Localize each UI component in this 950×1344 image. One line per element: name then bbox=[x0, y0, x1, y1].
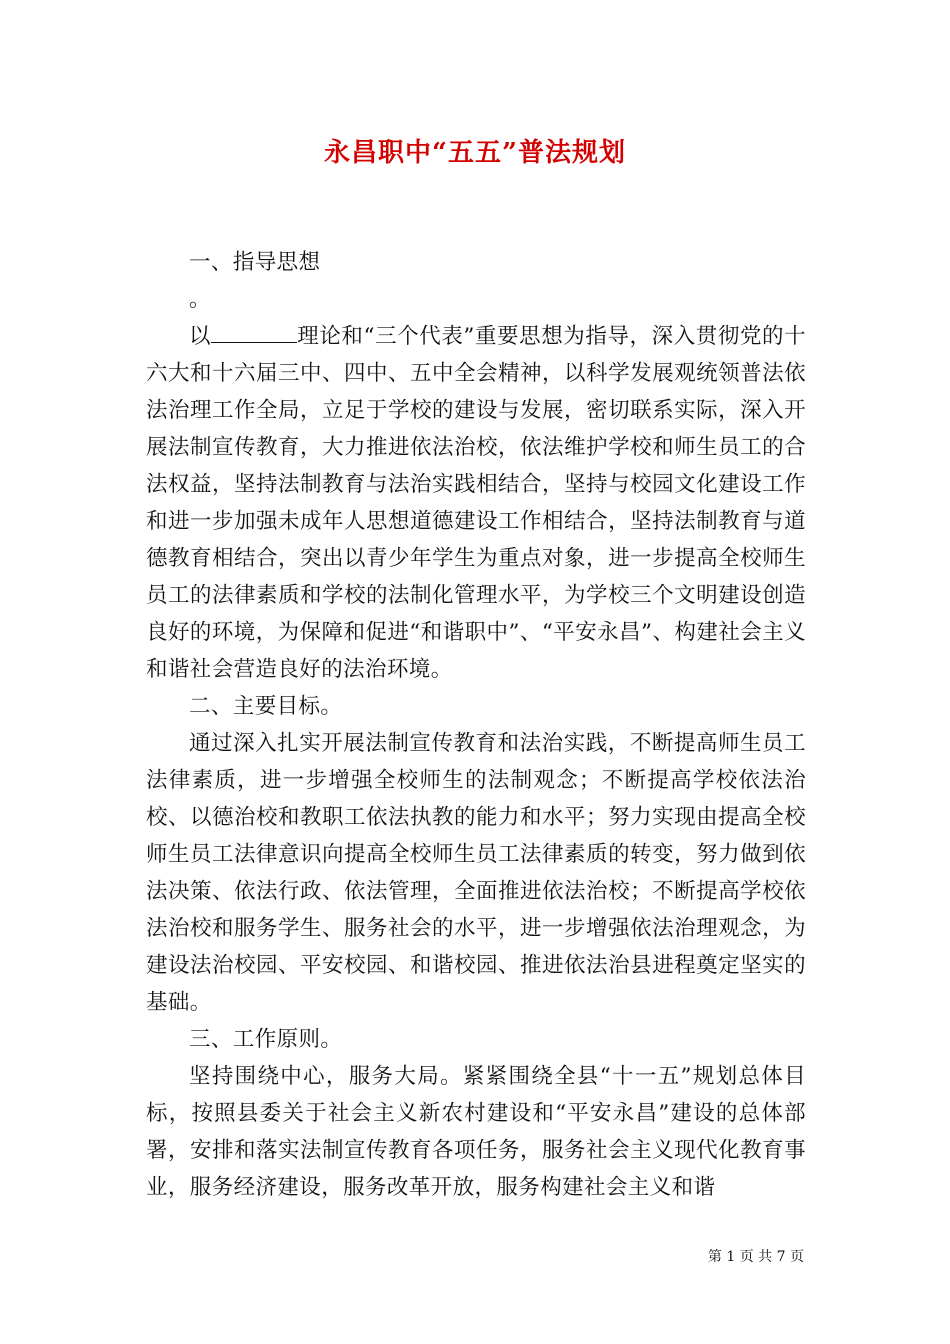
paragraph-main-goals: 通过深入扎实开展法制宣传教育和法治实践，不断提高师生员工法律素质，进一步增强全校师生的法制观念；不断提高学校依法治校、以德治校和教职工依法执教的能力和水平；努力实现由提高全校师生员工法律意识向提高全校师生员工法律素质的转变，努力做到依法决策、依法行政、依法管理，全面推进依法治校；不断提高学校依法治校和服务学生、服务社会的水平，进一步增强依法治理观念，为建设法治校园、平安校园、和谐校园、推进依法治县进程奠定坚实的基础。 bbox=[146, 731, 806, 1015]
stray-period: 。 bbox=[189, 287, 211, 312]
paragraph-work-principles: 坚持围绕中心，服务大局。紧紧围绕全县“十一五”规划总体目标，按照县委关于社会主义新农村建设和“平安永昌”建设的总体部署，安排和落实法制宣传教育各项任务，服务社会主义现代化教育事业，服务经济建设，服务改革开放，服务构建社会主义和谐 bbox=[146, 1064, 806, 1200]
paragraph-rest: 理论和“三个代表”重要思想为指导，深入贯彻党的十六大和十六届三中、四中、五中全会精神，以科学发展观统领普法依法治理工作全局，立足于学校的建设与发展，密切联系实际，深入开展法制宣传教育，大力推进依法治校，依法维护学校和师生员工的合法权益，坚持法制教育与法治实践相结合，坚持与校园文化建设工作和进一步加强未成年人思想道德建设工作相结合，坚持法制教育与道德教育相结合，突出以青少年学生为重点对象，进一步提高全校师生员工的法律素质和学校的法制化管理水平，为学校三个文明建设创造良好的环境，为保障和促进“和谐职中”、“平安永昌”、构建社会主义和谐社会营造良好的法治环境。 bbox=[146, 324, 806, 682]
heading-guiding-ideology: 一、指导思想 bbox=[189, 250, 321, 275]
paragraph-prefix: 以 bbox=[189, 324, 212, 349]
page-number-footer: 第 1 页 共 7 页 bbox=[707, 1249, 804, 1265]
document-body bbox=[146, 244, 806, 1206]
heading-main-goals: 二、主要目标。 bbox=[189, 694, 343, 719]
paragraph-guiding-ideology bbox=[146, 318, 806, 688]
heading-work-principles: 三、工作原则。 bbox=[189, 1027, 343, 1052]
document-title: 永昌职中“五五”普法规划 bbox=[324, 138, 626, 168]
blank-underline bbox=[211, 322, 297, 343]
